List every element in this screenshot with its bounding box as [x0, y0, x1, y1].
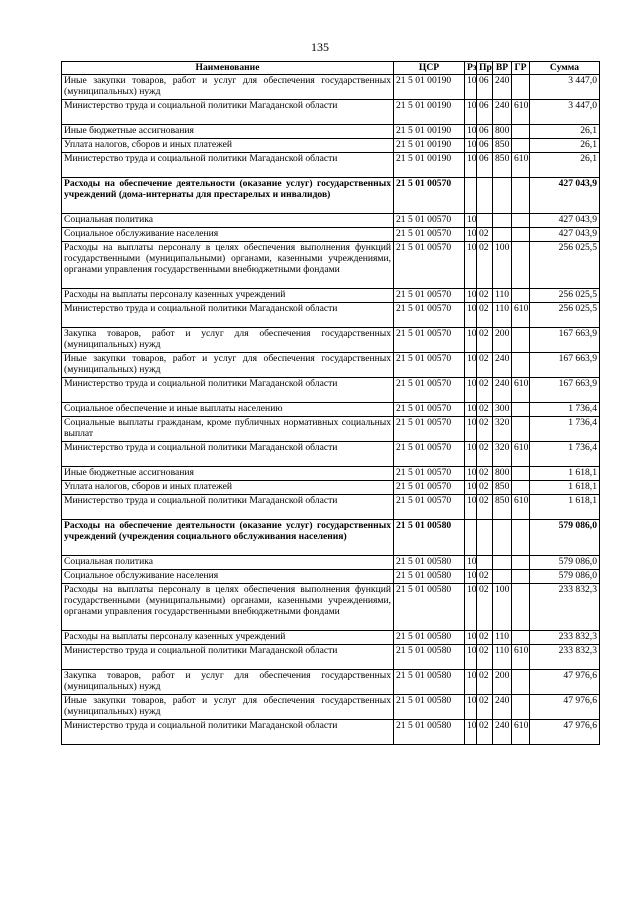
cell-gr: 610: [512, 100, 530, 125]
cell-vr: 110: [493, 645, 512, 670]
cell-sum: 256 025,5: [530, 242, 600, 289]
header-csr: ЦСР: [394, 62, 465, 75]
cell-vr: 240: [493, 695, 512, 720]
cell-name: Социальная политика: [62, 556, 394, 570]
cell-csr: 21 5 01 00570: [394, 228, 465, 242]
cell-gr: [512, 289, 530, 303]
cell-rz: 10: [465, 417, 477, 442]
cell-csr: 21 5 01 00570: [394, 467, 465, 481]
cell-pr: 02: [477, 584, 493, 631]
table-row: [62, 178, 600, 214]
cell-vr: 300: [493, 403, 512, 417]
cell-sum: 26,1: [530, 139, 600, 153]
cell-csr: 21 5 01 00580: [394, 570, 465, 584]
cell-gr: [512, 328, 530, 353]
cell-rz: 10: [465, 570, 477, 584]
cell-vr: 240: [493, 353, 512, 378]
cell-vr: 850: [493, 153, 512, 178]
cell-name: Расходы на выплаты персоналу в целях обеспечения выполнения функций государственными (муниципальными) органами, казенными учреждениями, органами управления государственными внебюджетными фондами: [62, 584, 394, 631]
cell-sum: 1 736,4: [530, 442, 600, 467]
cell-name: Министерство труда и социальной политики Магаданской области: [62, 442, 394, 467]
cell-pr: 02: [477, 467, 493, 481]
cell-pr: 06: [477, 75, 493, 100]
cell-gr: [512, 631, 530, 645]
cell-sum: 167 663,9: [530, 328, 600, 353]
cell-vr: 850: [493, 139, 512, 153]
cell-name: Закупка товаров, работ и услуг для обеспечения государственных (муниципальных) нужд: [62, 670, 394, 695]
cell-rz: 10: [465, 720, 477, 745]
cell-sum: 233 832,3: [530, 645, 600, 670]
cell-vr: 200: [493, 670, 512, 695]
cell-name: Министерство труда и социальной политики Магаданской области: [62, 645, 394, 670]
cell-vr: [493, 178, 512, 214]
cell-rz: 10: [465, 214, 477, 228]
table-row: [62, 645, 600, 670]
cell-csr: 21 5 01 00570: [394, 481, 465, 495]
cell-gr: [512, 214, 530, 228]
cell-csr: 21 5 01 00570: [394, 353, 465, 378]
table-row: [62, 556, 600, 570]
cell-name: Расходы на обеспечение деятельности (оказание услуг) государственных учреждений (дома-интернаты для престарелых и инвалидов): [62, 178, 394, 214]
cell-rz: 10: [465, 328, 477, 353]
cell-gr: [512, 417, 530, 442]
cell-csr: 21 5 01 00190: [394, 100, 465, 125]
cell-rz: 10: [465, 378, 477, 403]
cell-name: Закупка товаров, работ и услуг для обеспечения государственных (муниципальных) нужд: [62, 328, 394, 353]
cell-gr: [512, 695, 530, 720]
cell-pr: 02: [477, 570, 493, 584]
cell-gr: [512, 520, 530, 556]
table-row: [62, 495, 600, 520]
cell-rz: 10: [465, 631, 477, 645]
cell-name: Социальное обслуживание населения: [62, 570, 394, 584]
cell-pr: 02: [477, 328, 493, 353]
table-row: [62, 631, 600, 645]
cell-name: Расходы на выплаты персоналу в целях обеспечения выполнения функций государственными (муниципальными) органами, казенными учреждениями, органами управления государственными внебюджетными фондами: [62, 242, 394, 289]
cell-name: Уплата налогов, сборов и иных платежей: [62, 139, 394, 153]
cell-vr: 110: [493, 631, 512, 645]
table-row: [62, 467, 600, 481]
cell-rz: 10: [465, 75, 477, 100]
cell-name: Расходы на обеспечение деятельности (оказание услуг) государственных учреждений (учреждения социального обслуживания населения): [62, 520, 394, 556]
cell-rz: 10: [465, 467, 477, 481]
cell-rz: 10: [465, 125, 477, 139]
cell-sum: 579 086,0: [530, 570, 600, 584]
cell-gr: 610: [512, 153, 530, 178]
cell-csr: 21 5 01 00190: [394, 125, 465, 139]
table-row: [62, 442, 600, 467]
cell-csr: 21 5 01 00580: [394, 670, 465, 695]
table-header-row: [62, 62, 600, 75]
cell-rz: [465, 178, 477, 214]
page-number: 135: [311, 40, 329, 54]
cell-sum: 256 025,5: [530, 303, 600, 328]
cell-csr: 21 5 01 00190: [394, 153, 465, 178]
header-name: Наименование: [62, 62, 394, 75]
cell-gr: 610: [512, 495, 530, 520]
cell-sum: 167 663,9: [530, 378, 600, 403]
cell-gr: [512, 125, 530, 139]
cell-pr: 02: [477, 481, 493, 495]
cell-gr: 610: [512, 442, 530, 467]
header-gr: ГР: [512, 62, 530, 75]
cell-pr: 02: [477, 403, 493, 417]
table-row: [62, 670, 600, 695]
cell-vr: 800: [493, 467, 512, 481]
cell-rz: 10: [465, 403, 477, 417]
cell-name: Министерство труда и социальной политики Магаданской области: [62, 153, 394, 178]
cell-vr: 240: [493, 378, 512, 403]
table-row: [62, 481, 600, 495]
cell-pr: 02: [477, 720, 493, 745]
cell-vr: 110: [493, 289, 512, 303]
cell-csr: 21 5 01 00580: [394, 631, 465, 645]
cell-rz: 10: [465, 303, 477, 328]
table-row: [62, 353, 600, 378]
cell-gr: [512, 178, 530, 214]
cell-name: Социальная политика: [62, 214, 394, 228]
cell-name: Иные бюджетные ассигнования: [62, 467, 394, 481]
cell-gr: 610: [512, 378, 530, 403]
cell-sum: 1 618,1: [530, 467, 600, 481]
cell-rz: 10: [465, 228, 477, 242]
cell-csr: 21 5 01 00570: [394, 242, 465, 289]
cell-rz: 10: [465, 556, 477, 570]
cell-pr: [477, 178, 493, 214]
cell-gr: [512, 353, 530, 378]
table-row: [62, 303, 600, 328]
table-row: [62, 214, 600, 228]
cell-vr: 110: [493, 303, 512, 328]
cell-vr: 850: [493, 495, 512, 520]
cell-pr: 02: [477, 695, 493, 720]
cell-vr: [493, 228, 512, 242]
table-row: [62, 584, 600, 631]
cell-name: Министерство труда и социальной политики Магаданской области: [62, 100, 394, 125]
cell-vr: 100: [493, 584, 512, 631]
cell-pr: 02: [477, 645, 493, 670]
header-sum: Сумма: [530, 62, 600, 75]
cell-rz: 10: [465, 442, 477, 467]
cell-sum: 3 447,0: [530, 100, 600, 125]
cell-csr: 21 5 01 00580: [394, 645, 465, 670]
table-row: [62, 417, 600, 442]
cell-gr: [512, 556, 530, 570]
header-vr: ВР: [493, 62, 512, 75]
cell-rz: 10: [465, 645, 477, 670]
cell-vr: 320: [493, 442, 512, 467]
cell-pr: 02: [477, 353, 493, 378]
cell-pr: 02: [477, 303, 493, 328]
cell-vr: 240: [493, 720, 512, 745]
cell-csr: 21 5 01 00570: [394, 495, 465, 520]
cell-pr: 02: [477, 242, 493, 289]
cell-sum: 26,1: [530, 153, 600, 178]
cell-pr: 06: [477, 125, 493, 139]
cell-csr: 21 5 01 00570: [394, 303, 465, 328]
cell-csr: 21 5 01 00190: [394, 139, 465, 153]
cell-csr: 21 5 01 00580: [394, 720, 465, 745]
cell-sum: 579 086,0: [530, 520, 600, 556]
table-row: [62, 139, 600, 153]
header-rz: Рз: [465, 62, 477, 75]
cell-name: Социальное обслуживание населения: [62, 228, 394, 242]
cell-csr: 21 5 01 00570: [394, 403, 465, 417]
cell-sum: 233 832,3: [530, 631, 600, 645]
cell-pr: 06: [477, 139, 493, 153]
cell-vr: 100: [493, 242, 512, 289]
cell-name: Министерство труда и социальной политики Магаданской области: [62, 720, 394, 745]
table-row: [62, 228, 600, 242]
cell-gr: [512, 242, 530, 289]
cell-gr: [512, 481, 530, 495]
cell-csr: 21 5 01 00580: [394, 520, 465, 556]
cell-vr: [493, 520, 512, 556]
table-row: [62, 720, 600, 745]
cell-csr: 21 5 01 00570: [394, 417, 465, 442]
cell-pr: 02: [477, 631, 493, 645]
cell-sum: 1 736,4: [530, 403, 600, 417]
cell-gr: [512, 403, 530, 417]
cell-pr: 02: [477, 495, 493, 520]
table-row: [62, 378, 600, 403]
cell-csr: 21 5 01 00570: [394, 289, 465, 303]
cell-name: Расходы на выплаты персоналу казенных учреждений: [62, 289, 394, 303]
cell-sum: 1 736,4: [530, 417, 600, 442]
cell-pr: 06: [477, 100, 493, 125]
cell-name: Иные закупки товаров, работ и услуг для обеспечения государственных (муниципальных) нужд: [62, 353, 394, 378]
cell-pr: 02: [477, 378, 493, 403]
cell-gr: [512, 228, 530, 242]
cell-sum: 256 025,5: [530, 289, 600, 303]
cell-gr: [512, 570, 530, 584]
table-row: [62, 242, 600, 289]
cell-pr: [477, 556, 493, 570]
cell-rz: 10: [465, 139, 477, 153]
cell-rz: [465, 520, 477, 556]
cell-name: Иные бюджетные ассигнования: [62, 125, 394, 139]
cell-rz: 10: [465, 495, 477, 520]
cell-vr: 850: [493, 481, 512, 495]
cell-sum: 26,1: [530, 125, 600, 139]
header-pr: Пр: [477, 62, 493, 75]
cell-gr: 610: [512, 720, 530, 745]
cell-name: Министерство труда и социальной политики Магаданской области: [62, 495, 394, 520]
cell-pr: [477, 520, 493, 556]
cell-name: Министерство труда и социальной политики Магаданской области: [62, 303, 394, 328]
cell-sum: 427 043,9: [530, 178, 600, 214]
cell-name: Расходы на выплаты персоналу казенных учреждений: [62, 631, 394, 645]
cell-sum: 47 976,6: [530, 720, 600, 745]
cell-rz: 10: [465, 100, 477, 125]
cell-rz: 10: [465, 670, 477, 695]
cell-vr: 240: [493, 75, 512, 100]
table-row: [62, 403, 600, 417]
cell-pr: [477, 214, 493, 228]
cell-sum: 1 618,1: [530, 481, 600, 495]
cell-csr: 21 5 01 00190: [394, 75, 465, 100]
cell-rz: 10: [465, 353, 477, 378]
cell-vr: [493, 570, 512, 584]
cell-name: Министерство труда и социальной политики Магаданской области: [62, 378, 394, 403]
cell-name: Социальные выплаты гражданам, кроме публичных нормативных социальных выплат: [62, 417, 394, 442]
cell-vr: [493, 556, 512, 570]
cell-rz: 10: [465, 242, 477, 289]
cell-pr: 02: [477, 417, 493, 442]
cell-gr: [512, 75, 530, 100]
cell-sum: 427 043,9: [530, 228, 600, 242]
cell-vr: 200: [493, 328, 512, 353]
cell-gr: [512, 139, 530, 153]
cell-csr: 21 5 01 00570: [394, 178, 465, 214]
cell-csr: 21 5 01 00580: [394, 556, 465, 570]
table-row: [62, 153, 600, 178]
cell-vr: [493, 214, 512, 228]
cell-rz: 10: [465, 481, 477, 495]
budget-table: [61, 61, 600, 745]
cell-vr: 320: [493, 417, 512, 442]
cell-gr: 610: [512, 303, 530, 328]
cell-sum: 3 447,0: [530, 75, 600, 100]
cell-sum: 1 618,1: [530, 495, 600, 520]
cell-pr: 06: [477, 153, 493, 178]
cell-csr: 21 5 01 00570: [394, 214, 465, 228]
cell-name: Социальное обеспечение и иные выплаты населению: [62, 403, 394, 417]
cell-sum: 47 976,6: [530, 670, 600, 695]
table-body: [62, 75, 600, 745]
cell-csr: 21 5 01 00570: [394, 378, 465, 403]
cell-csr: 21 5 01 00580: [394, 584, 465, 631]
cell-rz: 10: [465, 153, 477, 178]
cell-name: Иные закупки товаров, работ и услуг для обеспечения государственных (муниципальных) нужд: [62, 75, 394, 100]
cell-sum: 427 043,9: [530, 214, 600, 228]
cell-vr: 240: [493, 100, 512, 125]
cell-name: Иные закупки товаров, работ и услуг для обеспечения государственных (муниципальных) нужд: [62, 695, 394, 720]
cell-gr: 610: [512, 645, 530, 670]
cell-sum: 167 663,9: [530, 353, 600, 378]
table-row: [62, 100, 600, 125]
cell-sum: 47 976,6: [530, 695, 600, 720]
cell-sum: 579 086,0: [530, 556, 600, 570]
cell-gr: [512, 467, 530, 481]
cell-pr: 02: [477, 228, 493, 242]
cell-gr: [512, 670, 530, 695]
table-row: [62, 75, 600, 100]
table-row: [62, 328, 600, 353]
cell-csr: 21 5 01 00570: [394, 328, 465, 353]
cell-csr: 21 5 01 00580: [394, 695, 465, 720]
cell-rz: 10: [465, 584, 477, 631]
table-row: [62, 695, 600, 720]
cell-name: Уплата налогов, сборов и иных платежей: [62, 481, 394, 495]
cell-pr: 02: [477, 442, 493, 467]
table-row: [62, 125, 600, 139]
cell-sum: 233 832,3: [530, 584, 600, 631]
cell-rz: 10: [465, 695, 477, 720]
cell-csr: 21 5 01 00570: [394, 442, 465, 467]
cell-pr: 02: [477, 289, 493, 303]
table-row: [62, 570, 600, 584]
cell-rz: 10: [465, 289, 477, 303]
table-row: [62, 289, 600, 303]
cell-gr: [512, 584, 530, 631]
table-row: [62, 520, 600, 556]
cell-pr: 02: [477, 670, 493, 695]
cell-vr: 800: [493, 125, 512, 139]
